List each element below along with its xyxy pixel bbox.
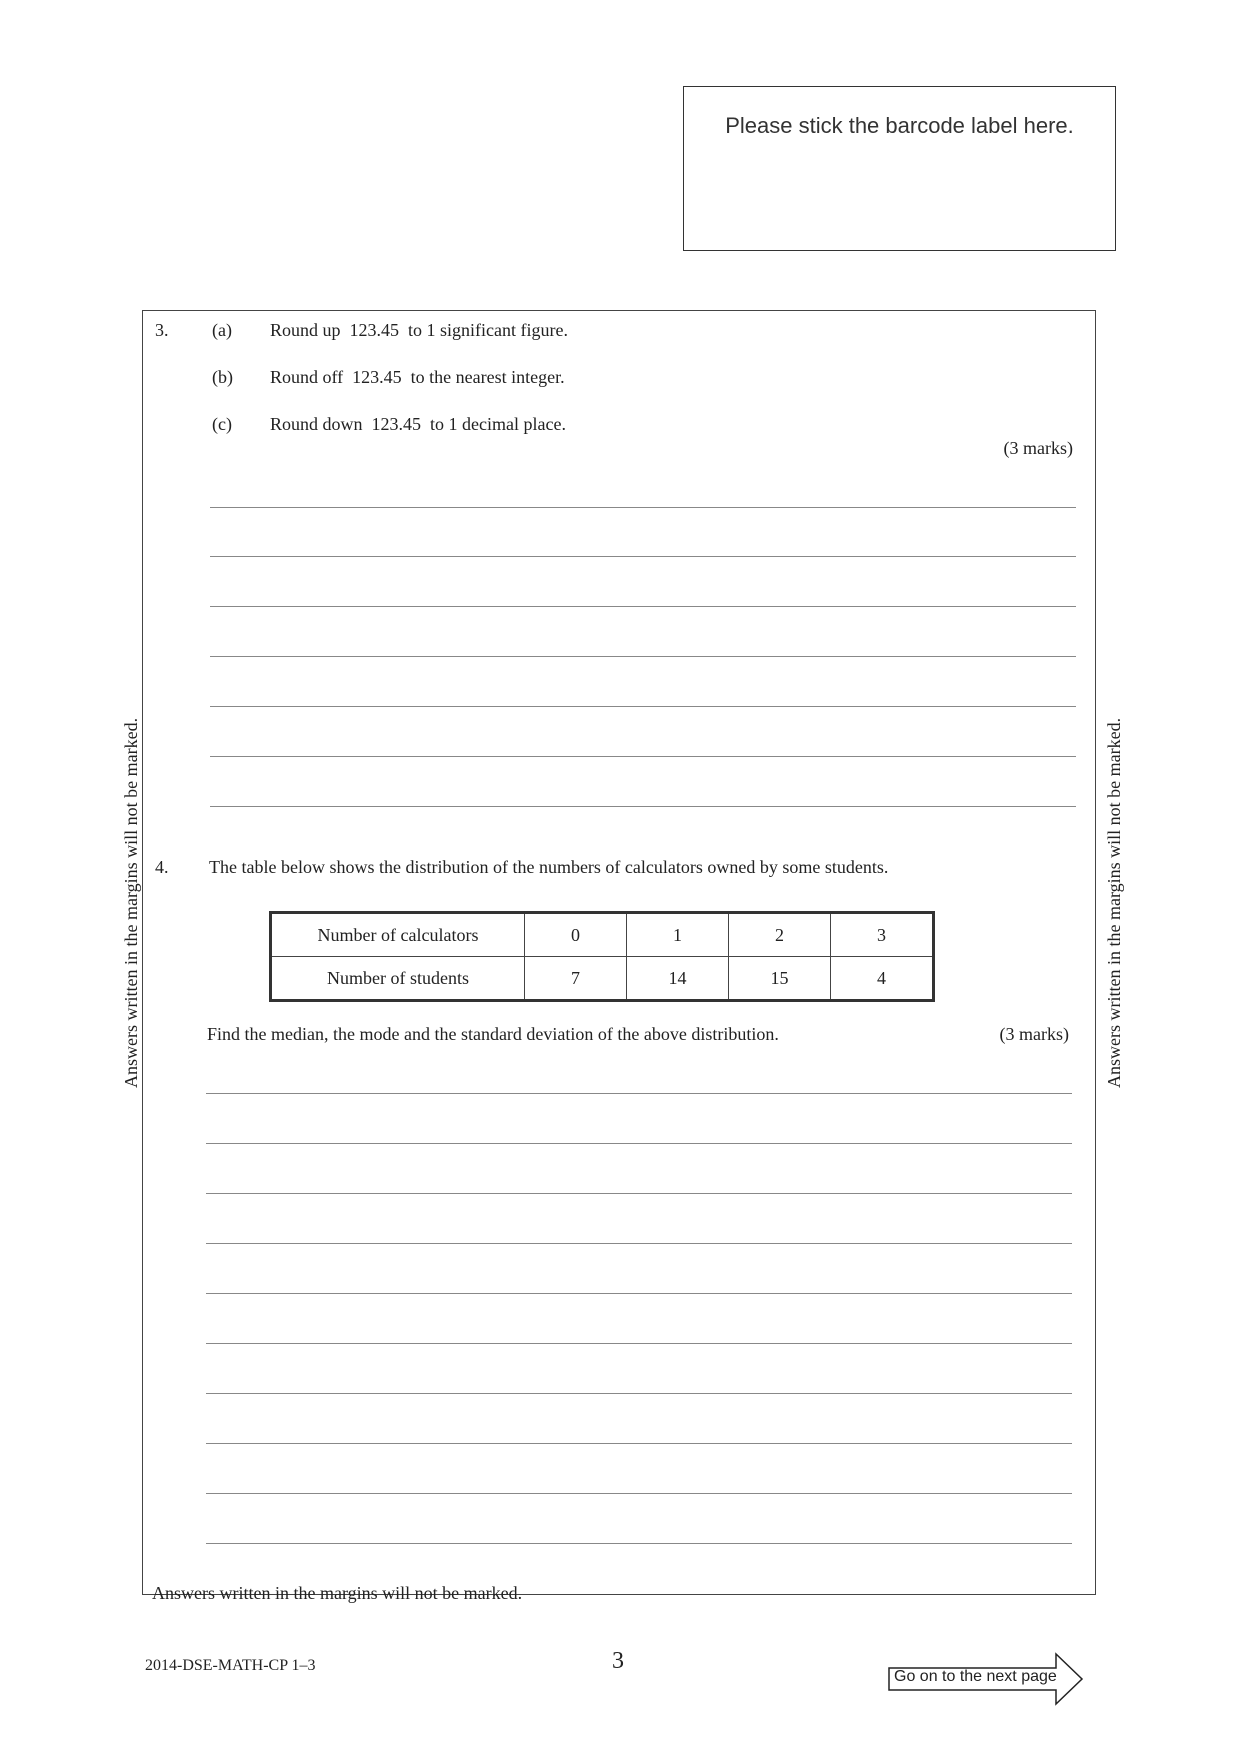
paper-code: 2014-DSE-MATH-CP 1–3 xyxy=(145,1657,316,1674)
table-cell: 7 xyxy=(525,957,627,1001)
answer-line xyxy=(206,1493,1072,1494)
table-cell: 0 xyxy=(525,913,627,957)
answer-line xyxy=(206,1243,1072,1244)
q3a-text: Round up 123.45 to 1 significant figure. xyxy=(270,320,568,340)
table-cell: 15 xyxy=(729,957,831,1001)
q3b-text: Round off 123.45 to the nearest integer. xyxy=(270,367,565,387)
answer-line xyxy=(206,1343,1072,1344)
q4-intro: The table below shows the distribution of the numbers of calculators owned by some students. xyxy=(209,857,889,877)
barcode-label-text: Please stick the barcode label here. xyxy=(725,113,1074,138)
left-margin-note: Answers written in the margins will not be marked. xyxy=(121,717,141,1088)
answer-line xyxy=(206,1193,1072,1194)
answer-line xyxy=(210,706,1076,707)
table-cell: 4 xyxy=(831,957,934,1001)
table-row xyxy=(271,913,934,957)
table-cell: 3 xyxy=(831,913,934,957)
barcode-label-box xyxy=(683,86,1116,251)
next-page-label: Go on to the next page xyxy=(894,1668,1057,1685)
q4-question: Find the median, the mode and the standard deviation of the above distribution. xyxy=(207,1024,779,1044)
answer-line xyxy=(210,756,1076,757)
right-margin-note: Answers written in the margins will not be marked. xyxy=(1104,717,1124,1088)
calculator-distribution-table xyxy=(269,911,935,1002)
table-row-header: Number of students xyxy=(271,957,525,1001)
answer-line xyxy=(210,556,1076,557)
answer-line xyxy=(206,1093,1072,1094)
table-cell: 14 xyxy=(627,957,729,1001)
table-cell: 2 xyxy=(729,913,831,957)
q4-marks: (3 marks) xyxy=(999,1024,1069,1044)
answer-line xyxy=(206,1393,1072,1394)
table-cell: 1 xyxy=(627,913,729,957)
answer-line xyxy=(210,656,1076,657)
answer-line xyxy=(210,806,1076,807)
bottom-margin-note: Answers written in the margins will not be marked. xyxy=(152,1583,523,1603)
page-number: 3 xyxy=(612,1648,624,1674)
table-row-header: Number of calculators xyxy=(271,913,525,957)
answer-line xyxy=(206,1543,1072,1544)
table-row xyxy=(271,957,934,1001)
q3c-text: Round down 123.45 to 1 decimal place. xyxy=(270,414,566,434)
answer-line xyxy=(210,606,1076,607)
q3b-label: (b) xyxy=(212,367,233,387)
answer-line xyxy=(206,1293,1072,1294)
q3-number: 3. xyxy=(155,320,169,340)
answer-line xyxy=(210,507,1076,508)
q3c-label: (c) xyxy=(212,414,232,434)
answer-line xyxy=(206,1443,1072,1444)
q3-marks: (3 marks) xyxy=(1003,438,1073,458)
q4-number: 4. xyxy=(155,857,169,877)
q3a-label: (a) xyxy=(212,320,232,340)
answer-line xyxy=(206,1143,1072,1144)
